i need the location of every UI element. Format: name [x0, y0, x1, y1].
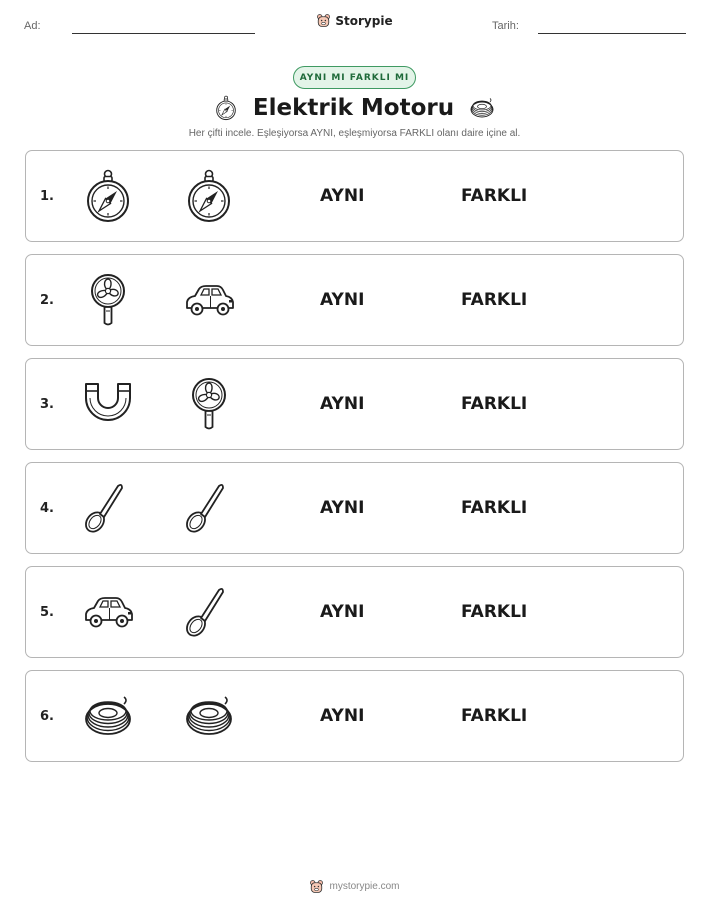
footer [0, 879, 709, 894]
row-number: 3. [40, 396, 54, 412]
name-line[interactable] [72, 33, 255, 34]
different-option[interactable]: FARKLI [461, 602, 528, 622]
row-number: 1. [40, 188, 54, 204]
spoon-icon [181, 584, 237, 640]
question-row-2 [25, 254, 684, 346]
footer-url[interactable]: mystorypie.com [329, 881, 400, 892]
different-option[interactable]: FARKLI [461, 290, 528, 310]
question-row-5 [25, 566, 684, 658]
question-row-3 [25, 358, 684, 450]
same-option[interactable]: AYNI [320, 498, 365, 518]
coil-icon [468, 94, 496, 122]
brand [0, 13, 709, 28]
question-row-1 [25, 150, 684, 242]
title-row [0, 92, 709, 124]
coil-icon [181, 688, 237, 744]
car-icon [80, 584, 136, 640]
same-option[interactable]: AYNI [320, 706, 365, 726]
compass-icon [181, 168, 237, 224]
coil-icon [80, 688, 136, 744]
fan-icon [80, 272, 136, 328]
bear-logo-icon [316, 13, 331, 28]
row-number: 5. [40, 604, 54, 620]
date-line[interactable] [538, 33, 686, 34]
different-option[interactable]: FARKLI [461, 394, 528, 414]
same-option[interactable]: AYNI [320, 186, 365, 206]
question-row-4 [25, 462, 684, 554]
row-number: 2. [40, 292, 54, 308]
worksheet-type-badge: AYNI MI FARKLI MI [293, 66, 416, 89]
bear-logo-icon [309, 879, 324, 894]
date-label: Tarih: [492, 20, 519, 32]
magnet-icon [80, 376, 136, 432]
question-row-6 [25, 670, 684, 762]
car-icon [181, 272, 237, 328]
same-option[interactable]: AYNI [320, 602, 365, 622]
spoon-icon [181, 480, 237, 536]
row-number: 6. [40, 708, 54, 724]
brand-name: Storypie [335, 13, 393, 28]
different-option[interactable]: FARKLI [461, 498, 528, 518]
compass-icon [80, 168, 136, 224]
page-title: Elektrik Motoru [252, 95, 455, 121]
different-option[interactable]: FARKLI [461, 186, 528, 206]
same-option[interactable]: AYNI [320, 394, 365, 414]
different-option[interactable]: FARKLI [461, 706, 528, 726]
name-label: Ad: [24, 20, 41, 32]
fan-icon [181, 376, 237, 432]
spoon-icon [80, 480, 136, 536]
same-option[interactable]: AYNI [320, 290, 365, 310]
compass-icon [213, 95, 239, 121]
row-number: 4. [40, 500, 54, 516]
instructions: Her çifti incele. Eşleşiyorsa AYNI, eşleşmiyorsa FARKLI olanı daire içine al. [188, 128, 521, 139]
